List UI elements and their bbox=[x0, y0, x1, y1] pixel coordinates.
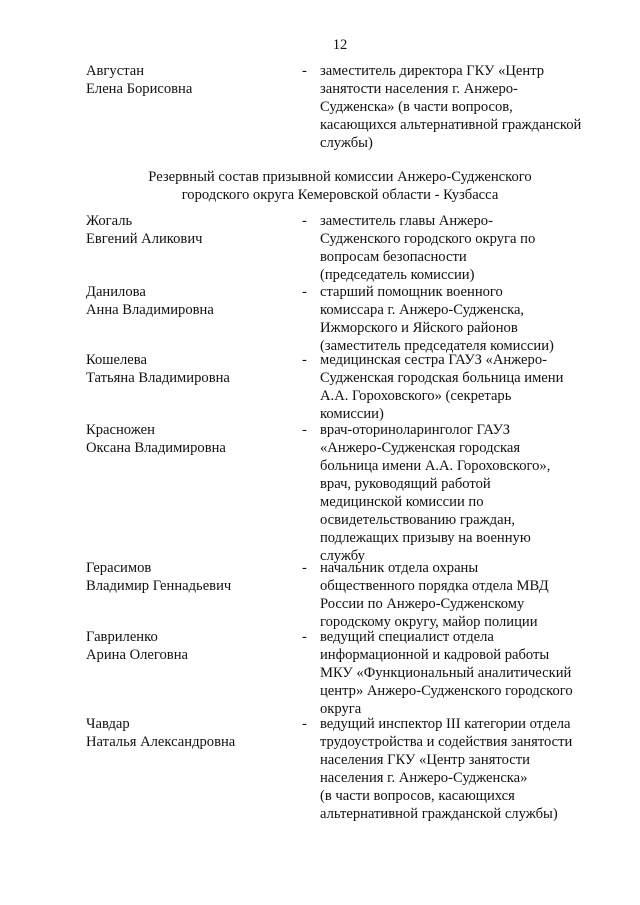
separator-dash: - bbox=[302, 629, 307, 645]
role-line: России по Анжеро-Судженскому bbox=[320, 596, 525, 612]
role-line: Судженска» (в части вопросов, bbox=[320, 99, 513, 115]
role-line: службу bbox=[320, 548, 365, 564]
member-surname: Жогаль bbox=[86, 213, 133, 229]
role-line: альтернативной гражданской службы) bbox=[320, 806, 558, 822]
page-number: 12 bbox=[332, 37, 348, 53]
separator-dash: - bbox=[302, 716, 307, 732]
separator-dash: - bbox=[302, 213, 307, 229]
member-name bbox=[86, 212, 286, 248]
role-line: ведущий специалист отдела bbox=[320, 629, 494, 645]
member-name bbox=[86, 283, 286, 319]
role-line: начальник отдела охраны bbox=[320, 560, 479, 576]
member-role bbox=[320, 628, 610, 718]
heading-line: Резервный состав призывной комиссии Анжеро-Судженского bbox=[148, 169, 532, 185]
role-line: освидетельствованию граждан, bbox=[320, 512, 516, 528]
role-line: (председатель комиссии) bbox=[320, 267, 475, 283]
member-given-name: Владимир Геннадьевич bbox=[86, 578, 232, 594]
role-line: вопросам безопасности bbox=[320, 249, 467, 265]
role-line: Судженская городская больница имени bbox=[320, 370, 564, 386]
member-surname: Чавдар bbox=[86, 716, 130, 732]
role-line: трудоустройства и содействия занятости bbox=[320, 734, 573, 750]
role-line: старший помощник военного bbox=[320, 284, 503, 300]
role-line: занятости населения г. Анжеро- bbox=[320, 81, 518, 97]
role-line: службы) bbox=[320, 135, 373, 151]
role-line: медицинской комиссии по bbox=[320, 494, 484, 510]
role-line: заместитель директора ГКУ «Центр bbox=[320, 63, 545, 79]
role-line: комиссии) bbox=[320, 406, 384, 422]
role-line: населения г. Анжеро-Судженска» bbox=[320, 770, 528, 786]
member-given-name: Елена Борисовна bbox=[86, 81, 193, 97]
role-line: МКУ «Функциональный аналитический bbox=[320, 665, 572, 681]
member-name bbox=[86, 421, 286, 457]
role-line: общественного порядка отдела МВД bbox=[320, 578, 549, 594]
member-name bbox=[86, 559, 286, 595]
member-name bbox=[86, 628, 286, 664]
role-line: А.А. Гороховского» (секретарь bbox=[320, 388, 512, 404]
member-given-name: Арина Олеговна bbox=[86, 647, 188, 663]
member-given-name: Оксана Владимировна bbox=[86, 440, 226, 456]
separator-dash: - bbox=[302, 422, 307, 438]
member-role bbox=[320, 212, 610, 284]
member-role bbox=[320, 715, 610, 823]
role-line: медицинская сестра ГАУЗ «Анжеро- bbox=[320, 352, 547, 368]
role-line: городскому округу, майор полиции bbox=[320, 614, 538, 630]
member-given-name: Татьяна Владимировна bbox=[86, 370, 230, 386]
section-heading bbox=[0, 168, 640, 204]
separator-dash: - bbox=[302, 63, 307, 79]
role-line: (заместитель председателя комиссии) bbox=[320, 338, 554, 354]
role-line: касающихся альтернативной гражданской bbox=[320, 117, 582, 133]
member-role bbox=[320, 351, 610, 423]
member-given-name: Анна Владимировна bbox=[86, 302, 214, 318]
role-line: округа bbox=[320, 701, 362, 717]
separator-dash: - bbox=[302, 284, 307, 300]
member-name bbox=[86, 62, 286, 98]
role-line: Ижморского и Яйского районов bbox=[320, 320, 518, 336]
separator-dash: - bbox=[302, 560, 307, 576]
role-line: населения ГКУ «Центр занятости bbox=[320, 752, 530, 768]
heading-line: городского округа Кемеровской области - Кузбасса bbox=[181, 187, 499, 203]
member-role bbox=[320, 421, 610, 565]
member-role bbox=[320, 62, 610, 152]
role-line: комиссара г. Анжеро-Судженска, bbox=[320, 302, 525, 318]
member-given-name: Евгений Аликович bbox=[86, 231, 203, 247]
member-name bbox=[86, 351, 286, 387]
role-line: ведущий инспектор III категории отдела bbox=[320, 716, 571, 732]
role-line: больница имени А.А. Гороховского», bbox=[320, 458, 551, 474]
role-line: Судженского городского округа по bbox=[320, 231, 536, 247]
role-line: «Анжеро-Судженская городская bbox=[320, 440, 521, 456]
member-surname: Герасимов bbox=[86, 560, 152, 576]
role-line: врач, руководящий работой bbox=[320, 476, 491, 492]
role-line: центр» Анжеро-Судженского городского bbox=[320, 683, 573, 699]
role-line: заместитель главы Анжеро- bbox=[320, 213, 493, 229]
role-line: информационной и кадровой работы bbox=[320, 647, 550, 663]
member-surname: Кошелева bbox=[86, 352, 147, 368]
role-line: врач-оториноларинголог ГАУЗ bbox=[320, 422, 511, 438]
member-role bbox=[320, 559, 610, 631]
member-surname: Данилова bbox=[86, 284, 146, 300]
member-name bbox=[86, 715, 286, 751]
separator-dash: - bbox=[302, 352, 307, 368]
member-given-name: Наталья Александровна bbox=[86, 734, 236, 750]
member-surname: Августан bbox=[86, 63, 145, 79]
role-line: (в части вопросов, касающихся bbox=[320, 788, 515, 804]
member-surname: Гавриленко bbox=[86, 629, 158, 645]
member-role bbox=[320, 283, 610, 355]
role-line: подлежащих призыву на военную bbox=[320, 530, 531, 546]
member-surname: Красножен bbox=[86, 422, 155, 438]
